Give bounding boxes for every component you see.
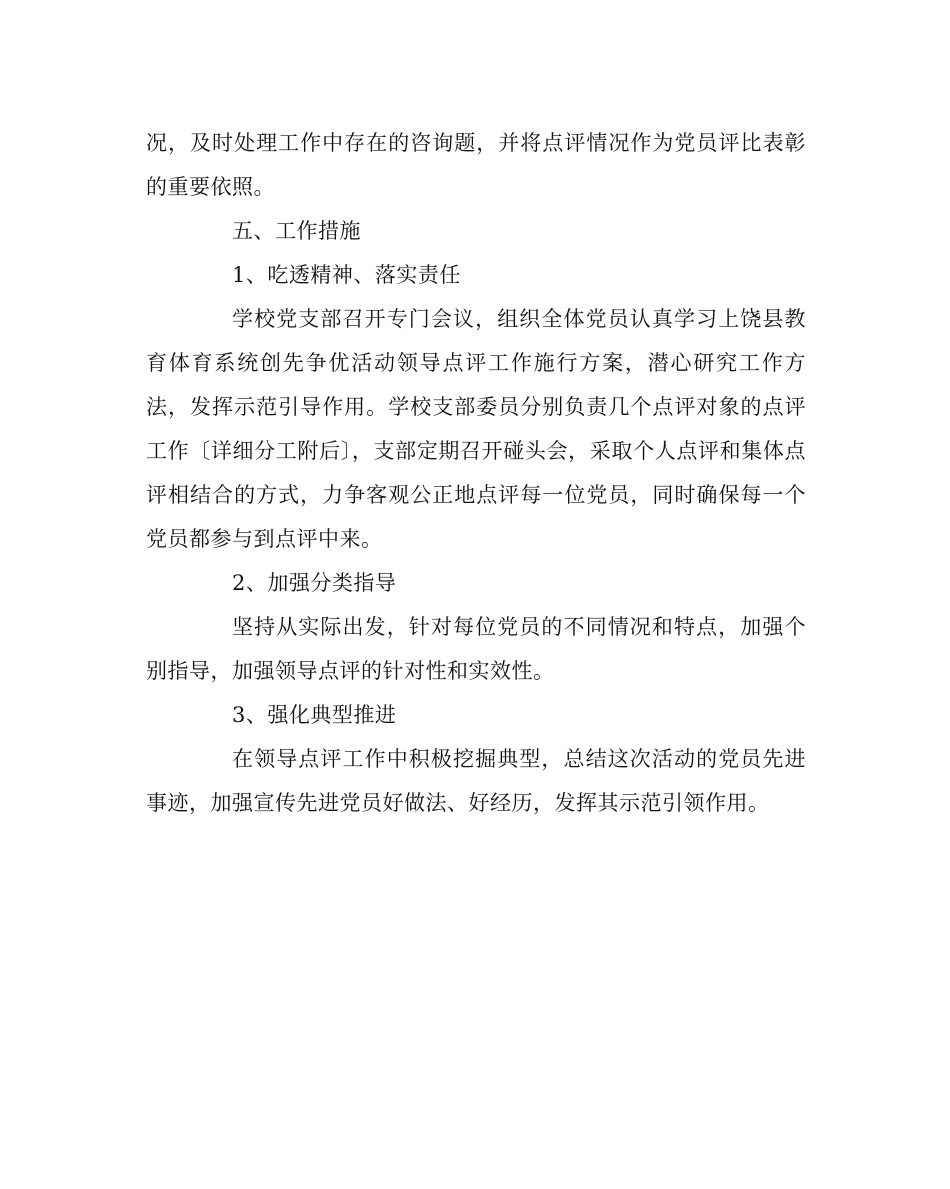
paragraph-2: 坚持从实际出发，针对每位党员的不同情况和特点，加强个别指导，加强领导点评的针对性和实效性。 (146, 615, 806, 683)
section-heading-measures: 五、工作措施 (232, 219, 361, 243)
subheading-2: 2、加强分类指导 (232, 571, 397, 595)
paragraph-1: 学校党支部召开专门会议，组织全体党员认真学习上饶县教育体育系统创先争优活动领导点评工作施行方案，潜心研究工作方法，发挥示范引导作用。学校支部委员分别负责几个点评对象的点评工作〔详细分工附后〕，支部定期召开碰头会，采取个人点评和集体点评相结合的方式，力争客观公正地点评每一位党员，同时确保每一个党员都参与到点评中来。 (146, 307, 806, 551)
document-body (146, 121, 806, 825)
paragraph-continuation: 况，及时处理工作中存在的咨询题，并将点评情况作为党员评比表彰的重要依照。 (146, 131, 806, 199)
paragraph-3: 在领导点评工作中积极挖掘典型，总结这次活动的党员先进事迹，加强宣传先进党员好做法、好经历，发挥其示范引领作用。 (146, 747, 806, 815)
subheading-3: 3、强化典型推进 (232, 703, 397, 727)
subheading-1: 1、吃透精神、落实责任 (232, 263, 461, 287)
